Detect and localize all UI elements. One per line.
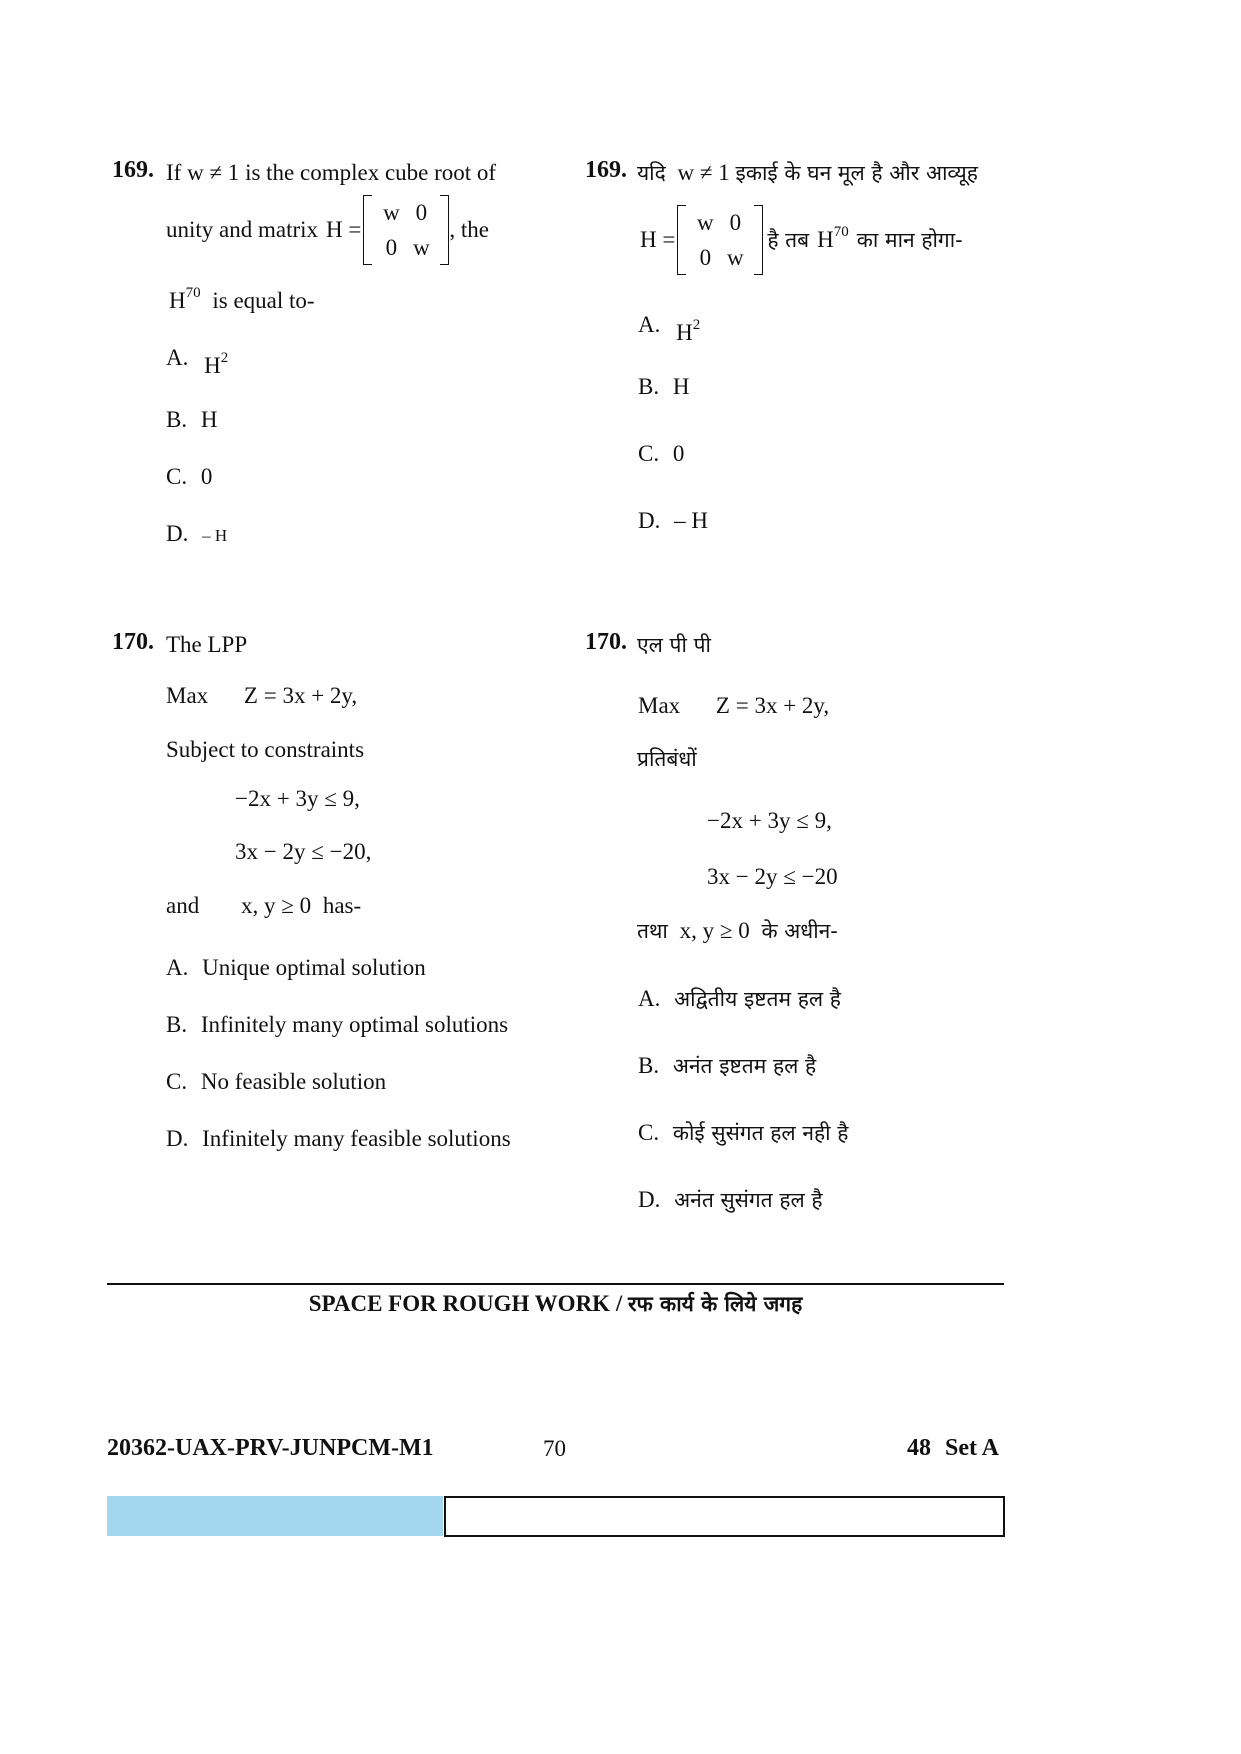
set-label: 48 Set A xyxy=(907,1435,999,1461)
question-intro: The LPP xyxy=(166,632,248,657)
option-d: D. अनंत सुसंगत हल है xyxy=(638,1187,823,1212)
footer-color-bar xyxy=(107,1496,443,1536)
question-line-matrix: unity and matrix H = w 0 0 w , the xyxy=(166,195,489,265)
option-c: C. 0 xyxy=(166,464,213,489)
option-c: C. No feasible solution xyxy=(166,1069,387,1094)
rough-work-label: SPACE FOR ROUGH WORK / रफ कार्य के लिये जगह xyxy=(308,1291,803,1316)
objective-line: Max Z = 3x + 2y, xyxy=(166,683,358,708)
question-line: If w ≠ 1 is the complex cube root of xyxy=(166,160,497,185)
option-b: B. Infinitely many optimal solutions xyxy=(166,1012,509,1037)
paper-code: 20362-UAX-PRV-JUNPCM-M1 xyxy=(107,1435,434,1461)
rough-work-divider xyxy=(107,1283,1004,1285)
option-c: C. कोई सुसंगत हल नही है xyxy=(638,1120,849,1145)
matrix: w 0 0 w xyxy=(363,195,449,265)
question-line-matrix: H = w 0 0 w है तब $H^{70}$ का मान होगा- xyxy=(640,205,963,275)
matrix: w 0 0 w xyxy=(677,205,763,275)
option-a: A. $H^2$ xyxy=(166,345,229,378)
option-d: D. Infinitely many feasible solutions xyxy=(166,1126,511,1151)
question-line: $H^{70}$ is equal to- xyxy=(169,285,315,313)
option-b: B. अनंत इष्टतम हल है xyxy=(638,1053,817,1078)
constraint-1: −2x + 3y ≤ 9, xyxy=(707,808,832,833)
nonneg-line: and x, y ≥ 0 has- xyxy=(166,893,362,918)
objective-line: Max Z = 3x + 2y, xyxy=(638,693,830,718)
question-number: 169. xyxy=(585,157,627,183)
constraints-label: प्रतिबंधों xyxy=(637,747,697,771)
option-c: C. 0 xyxy=(638,441,685,466)
question-number: 170. xyxy=(112,629,154,655)
constraint-2: 3x − 2y ≤ −20 xyxy=(707,864,838,889)
question-number: 170. xyxy=(585,629,627,655)
constraints-label: Subject to constraints xyxy=(166,737,365,762)
option-a: A. अद्वितीय इष्टतम हल है xyxy=(638,986,841,1011)
question-intro: एल पी पी xyxy=(637,633,711,657)
option-b: B. H xyxy=(638,374,690,399)
option-d: D. – H xyxy=(638,508,708,533)
constraint-2: 3x − 2y ≤ −20, xyxy=(235,839,372,864)
page-number: 70 xyxy=(543,1436,566,1461)
question-line: यदि w ≠ 1 इकाई के घन मूल है और आव्यूह xyxy=(637,160,978,185)
option-b: B. H xyxy=(166,407,218,432)
constraint-1: −2x + 3y ≤ 9, xyxy=(235,786,360,811)
footer-box xyxy=(444,1496,1005,1537)
option-d: D. – H xyxy=(166,521,228,546)
option-a: A. Unique optimal solution xyxy=(166,955,426,980)
option-a: A. $H^2$ xyxy=(638,312,701,345)
nonneg-line: तथा x, y ≥ 0 के अधीन- xyxy=(637,918,838,943)
question-number: 169. xyxy=(112,157,154,183)
